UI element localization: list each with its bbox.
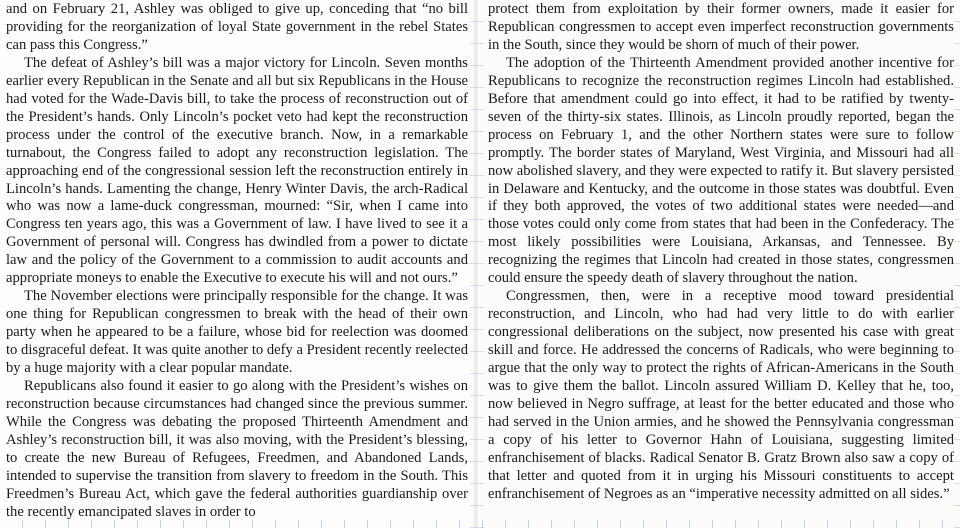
paragraph: The adoption of the Thirteenth Amendment provided another incentive for Republicans to recognize the reconstruction regimes Lincoln had established. Before that amendment could go into effect, it had to be ratified by twenty-seven of the thirty-six states. Illinois, as Lincoln proudly reported, began the process on February 1, and the other Northern states were sure to follow promptly. The border states of Maryland, West Virginia, and Missouri had all now abolished slavery, and they were expected to ratify it. But slavery persisted in Delaware and Kentucky, and the outcome in those states was doubtful. Even if they both approved, the votes of two additional states were needed—and those votes could only come from states that had been in the Confederacy. The most likely possibilities were Louisiana, Arkansas, and Tennessee. By recognizing the regimes that Lincoln had created in those states, congressmen could ensure the speedy death of slavery throughout the nation. xyxy=(488,54,954,287)
paragraph: The November elections were principally responsible for the change. It was one thing for Republican congressmen to break with the head of their own party when he appeared to be a failure, whose bid for reelection was doomed to disgraceful defeat. It was quite another to defy a President recently reelected by a huge majority with a clear popular mandate. xyxy=(6,288,468,377)
paragraph: Congressmen, then, were in a receptive mood toward presidential reconstruction, and Lincoln, who had had very little to do with earlier congressional deliberations on the subject, now presented his case with great skill and force. He addressed the concerns of Radicals, who were beginning to argue that the only way to protect the rights of African-Americans in the South was to give them the ballot. Lincoln assured William D. Kelley that he, too, now believed in Negro suffrage, at least for the better educated and those who had served in the Union armies, and he showed the Pennsylvania congressman a copy of his letter to Governor Hahn of Louisiana, suggesting limited enfranchisement of blacks. Radical Senator B. Gratz Brown also saw a copy of that letter and quoted from it in urging his Missouri constituents to accept enfranchisement of Negroes as an “imperative necessity admitted on all sides.” xyxy=(488,288,954,502)
right-text-column xyxy=(488,1,954,504)
grid-ticks-right xyxy=(954,0,960,528)
left-text-column xyxy=(6,1,468,522)
grid-ticks-center xyxy=(470,0,484,528)
paragraph: protect them from exploitation by their former owners, made it easier for Republican congressmen to accept even imperfect reconstruction governments in the South, since they would be shorn of much of their power. xyxy=(488,1,954,53)
paragraph: The defeat of Ashley’s bill was a major victory for Lincoln. Seven months earlier every Republican in the Senate and all but six Republicans in the House had voted for the Wade-Davis bill, to take the process of reconstruction out of the President’s hands. Only Lincoln’s pocket veto had kept the reconstruction process under the control of the executive branch. Now, in a remarkable turnabout, the Congress failed to adopt any reconstruction legislation. The approaching end of the congressional session left the reconstruction entirely in Lincoln’s hands. Lamenting the change, Henry Winter Davis, the arch-Radical who was now a lame-duck congressman, mourned: “Sir, when I came into Congress ten years ago, this was a Government of law. I have lived to see it a Government of personal will. Congress has dwindled from a power to dictate law and the policy of the Government to a commission to audit accounts and appropriate moneys to enable the Executive to execute his will and not ours.” xyxy=(6,54,468,287)
paragraph: Republicans also found it easier to go along with the President’s wishes on reconstruction because circumstances had changed since the previous summer. While the Congress was debating the proposed Thirteenth Amendment and Ashley’s reconstruction bill, it was also moving, with the President’s blessing, to create the new Bureau of Refugees, Freedmen, and Abandoned Lands, intended to supervise the transition from slavery to freedom in the South. This Freedmen’s Bureau Act, which gave the federal authorities guardianship over the recently emancipated slaves in order to xyxy=(6,378,468,520)
paragraph: and on February 21, Ashley was obliged to give up, conceding that “no bill providing for the reorganization of loyal State government in the rebel States can pass this Congress.” xyxy=(6,1,468,53)
